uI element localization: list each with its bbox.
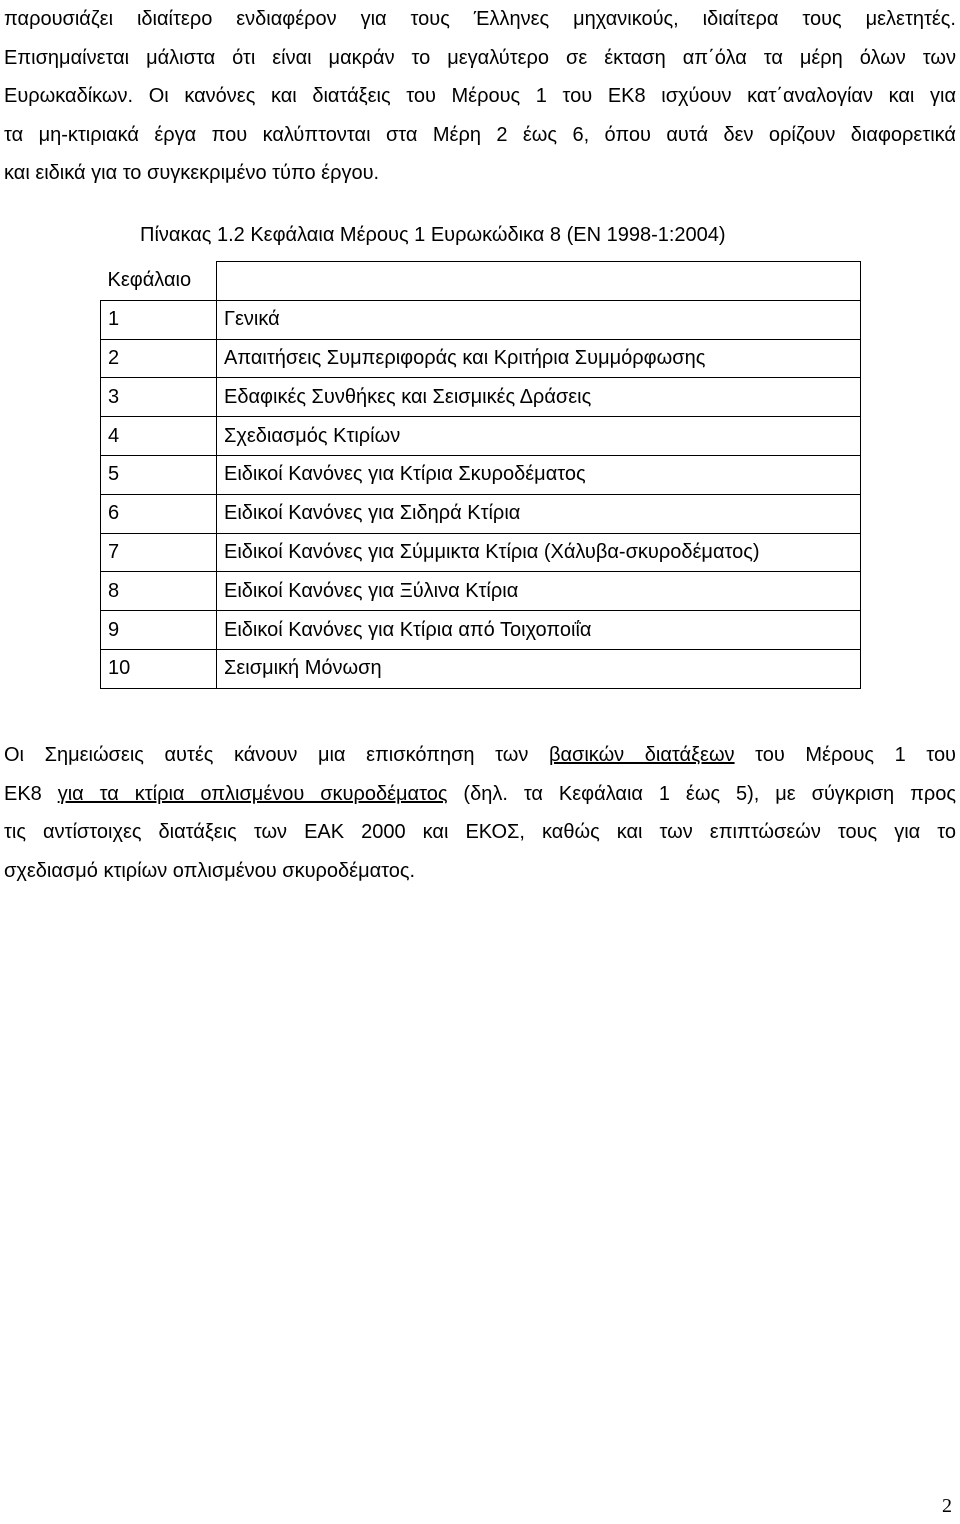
- text-run: του Μέρους 1 του: [734, 744, 956, 766]
- text-line: σχεδιασμό κτιρίων οπλισμένου σκυροδέματος.: [4, 859, 416, 882]
- chapter-number: 10: [101, 649, 217, 688]
- table-row: [101, 533, 861, 572]
- text-run: ΕΚ8: [4, 782, 58, 805]
- header-empty-cell: [217, 262, 861, 301]
- chapter-number: 6: [101, 494, 217, 533]
- chapter-number: 4: [101, 417, 217, 456]
- text-line: Επισημαίνεται μάλιστα ότι είναι μακράν το μεγαλύτερο σε έκταση απ΄όλα τα μέρη όλων των: [4, 46, 956, 69]
- chapter-title: Σεισμική Μόνωση: [217, 649, 861, 688]
- table-row: [101, 339, 861, 378]
- chapter-number: 3: [101, 378, 217, 417]
- underlined-text: για τα κτίρια οπλισμένου σκυροδέματος: [57, 782, 448, 805]
- chapter-title: Ειδικοί Κανόνες για Κτίρια Σκυροδέματος: [217, 455, 861, 494]
- header-label: Κεφάλαιο: [101, 262, 217, 301]
- chapter-title: Εδαφικές Συνθήκες και Σεισμικές Δράσεις: [217, 378, 861, 417]
- chapter-number: 1: [101, 300, 217, 339]
- chapter-number: 9: [101, 611, 217, 650]
- table-row: [101, 455, 861, 494]
- table-row: [101, 300, 861, 339]
- text-line: τα μη-κτιριακά έργα που καλύπτονται στα Μέρη 2 έως 6, όπου αυτά δεν ορίζουν διαφορετικά: [4, 123, 956, 146]
- chapter-number: 8: [101, 572, 217, 611]
- chapter-number: 7: [101, 533, 217, 572]
- table-row: [101, 572, 861, 611]
- table-row: [101, 378, 861, 417]
- table-row: [101, 494, 861, 533]
- text-run: (δηλ. τα Κεφάλαια 1 έως 5), με σύγκριση προς: [447, 782, 957, 805]
- table-row: [101, 649, 861, 688]
- table-caption: Πίνακας 1.2 Κεφάλαια Μέρους 1 Ευρωκώδικα 8 (EN 1998-1:2004): [140, 224, 726, 246]
- intro-paragraph: [4, 0, 956, 193]
- text-line: τις αντίστοιχες διατάξεις των ΕΑΚ 2000 και ΕΚΟΣ, καθώς και των επιπτώσεών τους για το: [4, 821, 956, 843]
- text-line: και ειδικά για το συγκεκριμένο τύπο έργου.: [4, 162, 380, 184]
- chapter-title: Σχεδιασμός Κτιρίων: [217, 417, 861, 456]
- table-header-row: [101, 262, 861, 301]
- chapter-title: Ειδικοί Κανόνες για Σύμμικτα Κτίρια (Χάλυβα-σκυροδέματος): [217, 533, 861, 572]
- text-run: Οι Σημειώσεις αυτές κάνουν μια επισκόπηση των: [4, 744, 549, 766]
- chapter-title: Απαιτήσεις Συμπεριφοράς και Κριτήρια Συμμόρφωσης: [217, 339, 861, 378]
- table-row: [101, 417, 861, 456]
- page-number: 2: [942, 1495, 952, 1517]
- chapter-title: Γενικά: [217, 300, 861, 339]
- table-row: [101, 611, 861, 650]
- text-line: παρουσιάζει ιδιαίτερο ενδιαφέρον για τους Έλληνες μηχανικούς, ιδιαίτερα τους μελετητές.: [4, 8, 956, 30]
- chapter-number: 5: [101, 455, 217, 494]
- chapter-title: Ειδικοί Κανόνες για Σιδηρά Κτίρια: [217, 494, 861, 533]
- chapter-title: Ειδικοί Κανόνες για Κτίρια από Τοιχοποιΐα: [217, 611, 861, 650]
- chapter-number: 2: [101, 339, 217, 378]
- text-line: [4, 736, 956, 775]
- text-line: [4, 775, 956, 814]
- chapter-title: Ειδικοί Κανόνες για Ξύλινα Κτίρια: [217, 572, 861, 611]
- chapters-table: [100, 261, 861, 689]
- text-line: Ευρωκαδίκων. Οι κανόνες και διατάξεις του Μέρους 1 του ΕΚ8 ισχύουν κατ΄αναλογίαν και για: [4, 85, 956, 107]
- summary-paragraph: [4, 736, 956, 890]
- underlined-text: βασικών διατάξεων: [548, 744, 735, 766]
